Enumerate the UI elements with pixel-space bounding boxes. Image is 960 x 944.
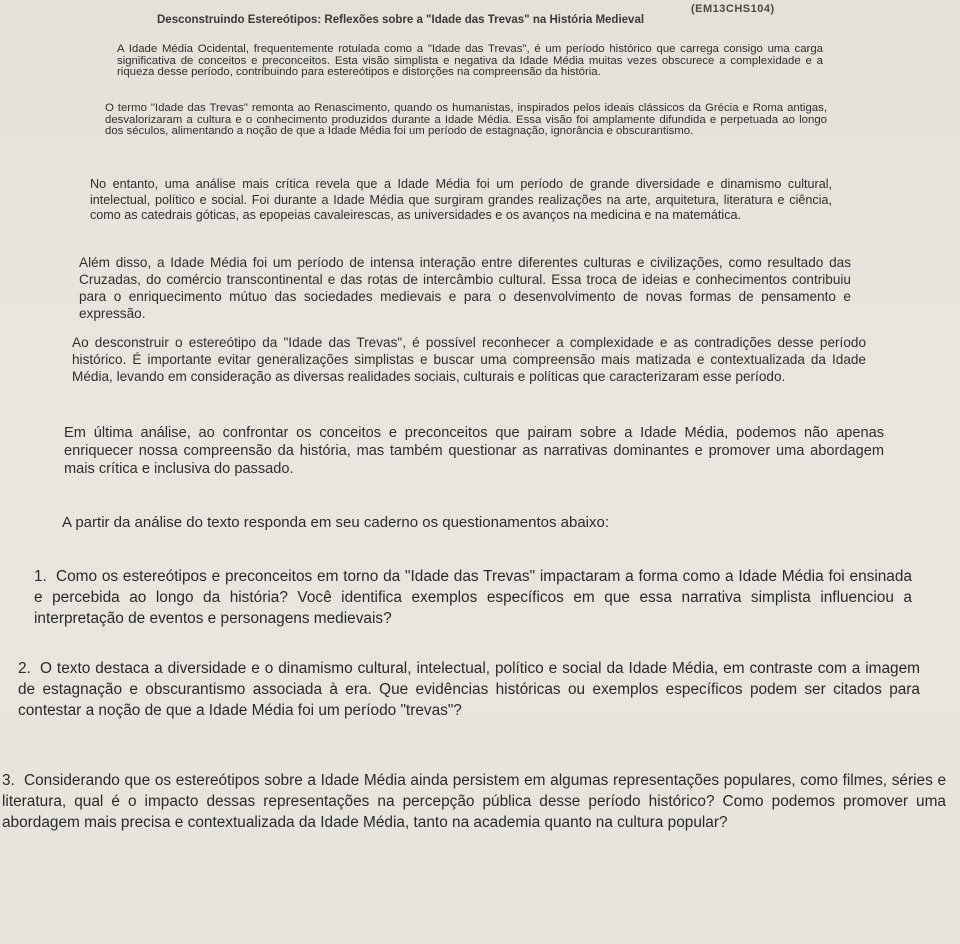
paragraph-text: O termo "Idade das Trevas" remonta ao Renascimento, quando os humanistas, inspirados pelos ideais clássicos da Grécia e Roma antigas, desvalorizaram a cultura e o conhecimento produzidos durante a Idade Média. Essa visão foi amplamente difundida e perpetuada ao longo dos séculos, alimentando a noção de que a Idade Média foi um período de estagnação, ignorância e obscurantismo. bbox=[105, 102, 827, 138]
paragraph-5 bbox=[72, 334, 866, 385]
curriculum-code: (EM13CHS104) bbox=[691, 3, 775, 15]
question-1 bbox=[34, 566, 912, 629]
question-number: 3. bbox=[2, 772, 15, 789]
question-text: Considerando que os estereótipos sobre a Idade Média ainda persistem em algumas representações populares, como filmes, séries e literatura, qual é o impacto dessas representações na percepção pública desse período histórico? Como podemos promover uma abordagem mais precisa e contextualizada da Idade Média, tanto na academia quanto na cultura popular? bbox=[2, 772, 946, 831]
paragraph-1 bbox=[117, 44, 823, 79]
instruction-prompt bbox=[62, 514, 882, 532]
paragraph-text: Em última análise, ao confrontar os conceitos e preconceitos que pairam sobre a Idade Média, podemos não apenas enriquecer nossa compreensão da história, mas também questionar as narrativas dominantes e promover uma abordagem mais crítica e inclusiva do passado. bbox=[64, 425, 884, 477]
paragraph-text: No entanto, uma análise mais crítica revela que a Idade Média foi um período de grande diversidade e dinamismo cultural, intelectual, político e social. Foi durante a Idade Média que surgiram grandes realizações na arte, arquitetura, literatura e ciência, como as catedrais góticas, as epopeias cavaleirescas, as universidades e os avanços na medicina e na matemática. bbox=[90, 177, 832, 222]
paragraph-6 bbox=[64, 424, 884, 478]
paragraph-text: Ao desconstruir o estereótipo da "Idade das Trevas", é possível reconhecer a complexidade e as contradições desse período histórico. É importante evitar generalizações simplistas e buscar uma compreensão mais matizada e contextualizada da Idade Média, levando em consideração as diversas realidades sociais, culturais e políticas que caracterizaram esse período. bbox=[72, 335, 866, 384]
document-title: Desconstruindo Estereótipos: Reflexões sobre a "Idade das Trevas" na História Medieval bbox=[157, 14, 645, 26]
paragraph-4 bbox=[79, 254, 851, 322]
paragraph-2 bbox=[105, 103, 827, 138]
question-number: 2. bbox=[18, 660, 31, 677]
question-3 bbox=[2, 770, 946, 833]
paragraph-text: Além disso, a Idade Média foi um período de intensa interação entre diferentes culturas e civilizações, como resultado das Cruzadas, do comércio transcontinental e das rotas de intercâmbio cultural. Essa troca de ideias e conhecimentos contribuiu para o enriquecimento mútuo das sociedades medievais e para o desenvolvimento de novas formas de pensamento e expressão. bbox=[79, 255, 851, 321]
question-2 bbox=[18, 658, 920, 721]
paragraph-3 bbox=[90, 177, 832, 224]
prompt-text: A partir da análise do texto responda em seu caderno os questionamentos abaixo: bbox=[62, 514, 610, 531]
question-number: 1. bbox=[34, 568, 47, 585]
question-text: Como os estereótipos e preconceitos em torno da "Idade das Trevas" impactaram a forma como a Idade Média foi ensinada e percebida ao longo da história? Você identifica exemplos específicos em que essa narrativa simplista influenciou a interpretação de eventos e personagens medievais? bbox=[34, 568, 912, 627]
paragraph-text: A Idade Média Ocidental, frequentemente rotulada como a "Idade das Trevas", é um período histórico que carrega consigo uma carga significativa de conceitos e preconceitos. Esta visão simplista e negativa da Idade Média muitas vezes obscurece a complexidade e a riqueza desse período, contribuindo para estereótipos e distorções na compreensão da história. bbox=[117, 43, 823, 79]
question-text: O texto destaca a diversidade e o dinamismo cultural, intelectual, político e social da Idade Média, em contraste com a imagem de estagnação e obscurantismo associada à era. Que evidências históricas ou exemplos específicos podem ser citados para contestar a noção de que a Idade Média foi um período "trevas"? bbox=[18, 660, 920, 719]
